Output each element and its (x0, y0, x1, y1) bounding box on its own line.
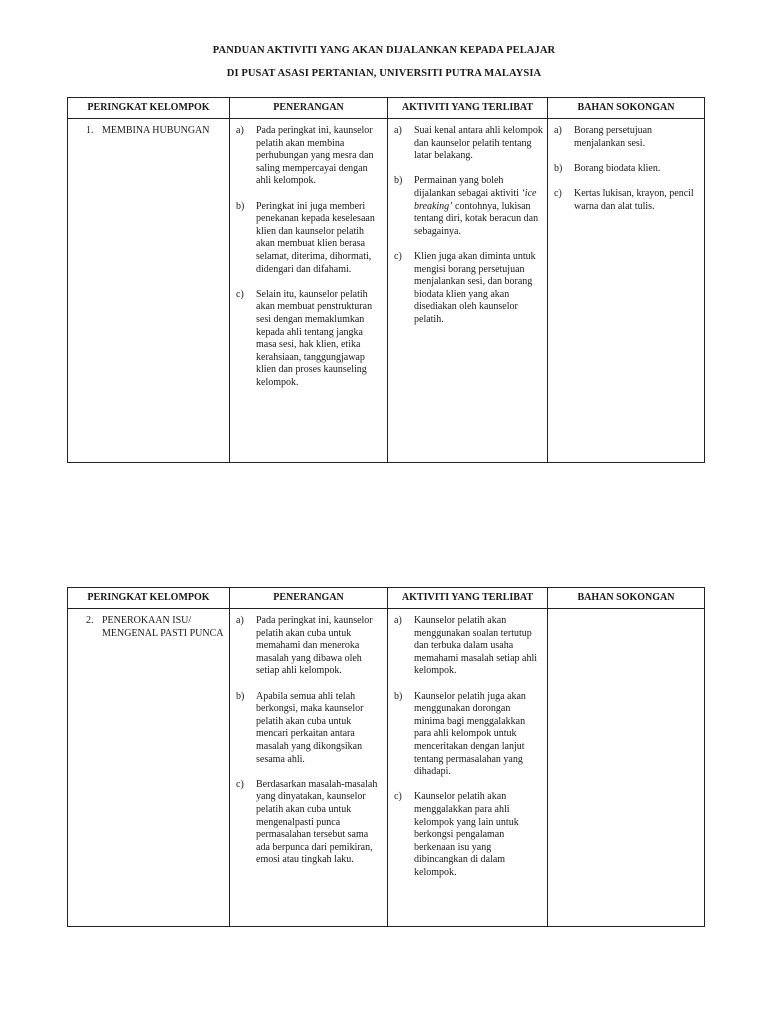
list-item (234, 201, 383, 277)
item-text: Kertas lukisan, krayon, pencil warna dan alat tulis. (574, 187, 694, 212)
level-number: 2. (86, 615, 94, 626)
item-text: Pada peringkat ini, kaunselor pelatih akan cuba untuk memahami dan meneroka masalah yang dibawa oleh setiap ahli kelompok. (256, 615, 373, 677)
item-marker: a) (236, 615, 244, 626)
item-text (414, 175, 543, 238)
cell-aktiviti (388, 119, 548, 463)
item-text: Selain itu, kaunselor pelatih akan membuat penstrukturan sesi dengan memaklumkan kepada ahli tentang jangka masa sesi, hak klien, etika kerahsiaan, tanggungjawap klien dan proses kaunseling kelompok. (256, 288, 373, 388)
list-item (234, 615, 383, 678)
header-bahan: BAHAN SOKONGAN (548, 588, 705, 609)
item-marker: b) (236, 690, 245, 702)
document-subtitle: DI PUSAT ASASI PERTANIAN, UNIVERSITI PUTRA MALAYSIA (226, 68, 542, 79)
table-header-row (68, 98, 705, 119)
list-item (234, 289, 383, 390)
item-text: Kaunselor pelatih juga akan menggunakan dorongan minima bagi menggalakkan para ahli kelompok untuk menceritakan dengan lanjut tentang permasalahan yang dihadapi. (414, 690, 526, 778)
item-text: Pada peringkat ini, kaunselor pelatih akan membina perhubungan yang mesra dan saling mempercayai dengan ahli kelompok. (256, 125, 374, 187)
level-name: MEMBINA HUBUNGAN (102, 125, 210, 136)
header-penerangan: PENERANGAN (230, 98, 388, 119)
item-text: Klien juga akan diminta untuk mengisi borang persetujuan menjalankan sesi, dan borang biodata klien yang akan disediakan oleh kaunselor pelatih. (414, 250, 536, 325)
header-aktiviti: AKTIVITI YANG TERLIBAT (388, 98, 548, 119)
level-number: 1. (86, 125, 94, 136)
item-text: Borang biodata klien. (574, 162, 661, 174)
header-aktiviti: AKTIVITI YANG TERLIBAT (388, 588, 548, 609)
table-row (68, 609, 705, 927)
item-marker: c) (394, 791, 402, 803)
item-marker: b) (554, 162, 563, 174)
level-name: PENEROKAAN ISU/ MENGENAL PASTI PUNCA (102, 615, 224, 639)
item-marker: a) (394, 615, 402, 626)
list-item (392, 251, 543, 327)
header-peringkat: PERINGKAT KELOMPOK (68, 98, 230, 119)
cell-penerangan (230, 609, 388, 927)
activity-table-2 (67, 587, 705, 927)
table-row (68, 119, 705, 463)
item-marker: a) (236, 125, 244, 136)
item-text: Berdasarkan masalah-masalah yang dinyatakan, kaunselor pelatih akan cuba untuk mengenalpasti punca permasalahan tersebut sama ada berpunca dari pemikiran, emosi atau tingkah laku. (256, 778, 378, 866)
item-text: Apabila semua ahli telah berkongsi, maka kaunselor pelatih akan cuba untuk mencari perkaitan antara masalah yang dikongsikan sesama ahli. (256, 690, 364, 765)
cell-bahan (548, 609, 705, 927)
list-item (392, 691, 543, 779)
cell-peringkat (68, 609, 230, 927)
document-title: PANDUAN AKTIVITI YANG AKAN DIJALANKAN KEPADA PELAJAR (212, 45, 556, 56)
header-penerangan: PENERANGAN (230, 588, 388, 609)
list-item (234, 125, 383, 188)
header-bahan: BAHAN SOKONGAN (548, 98, 705, 119)
list-item (234, 691, 383, 767)
level-label (72, 125, 225, 138)
item-marker: c) (236, 778, 244, 790)
list-item (392, 125, 543, 163)
header-peringkat: PERINGKAT KELOMPOK (68, 588, 230, 609)
item-text: Borang persetujuan menjalankan sesi. (574, 125, 653, 149)
activity-table-1 (67, 97, 705, 463)
item-marker: c) (394, 250, 402, 262)
list-item (552, 188, 700, 213)
cell-aktiviti (388, 609, 548, 927)
item-marker: a) (554, 125, 562, 136)
list-item (234, 779, 383, 867)
item-marker: a) (394, 125, 402, 136)
item-text: Suai kenal antara ahli kelompok dan kaunselor pelatih tentang latar belakang. (414, 125, 543, 162)
list-item (552, 125, 700, 150)
item-text: Kaunselor pelatih akan menggalakkan para ahli kelompok yang lain untuk berkongsi pengalaman berkenaan isu yang dibincangkan di dalam kelompok. (414, 791, 519, 878)
cell-penerangan (230, 119, 388, 463)
cell-peringkat (68, 119, 230, 463)
list-item (392, 791, 543, 879)
list-item (392, 175, 543, 238)
cell-bahan (548, 119, 705, 463)
list-item (392, 615, 543, 678)
item-text: Peringkat ini juga memberi penekanan kepada keselesaan klien dan kaunselor pelatih akan membuat klien berasa selamat, diterima, dihormati, didengari dan difahami. (256, 200, 375, 275)
item-marker: c) (554, 187, 562, 199)
item-text-part: contohnya, lukisan tentang diri, kotak beracun dan sebagainya. (414, 200, 539, 237)
item-text-part: Permainan yang boleh dijalankan sebagai aktiviti (414, 175, 522, 199)
level-label (72, 615, 225, 640)
item-text: Kaunselor pelatih akan menggunakan soalan tertutup dan terbuka dalam usaha memahami masalah setiap ahli kelompok. (414, 615, 538, 677)
list-item (552, 163, 700, 176)
item-marker: c) (236, 288, 244, 300)
ice-breaking-emphasis: ‘ice breaking’ (414, 187, 537, 212)
table-header-row (68, 588, 705, 609)
item-marker: b) (394, 690, 403, 702)
item-marker: b) (236, 200, 245, 212)
item-marker: b) (394, 175, 403, 187)
